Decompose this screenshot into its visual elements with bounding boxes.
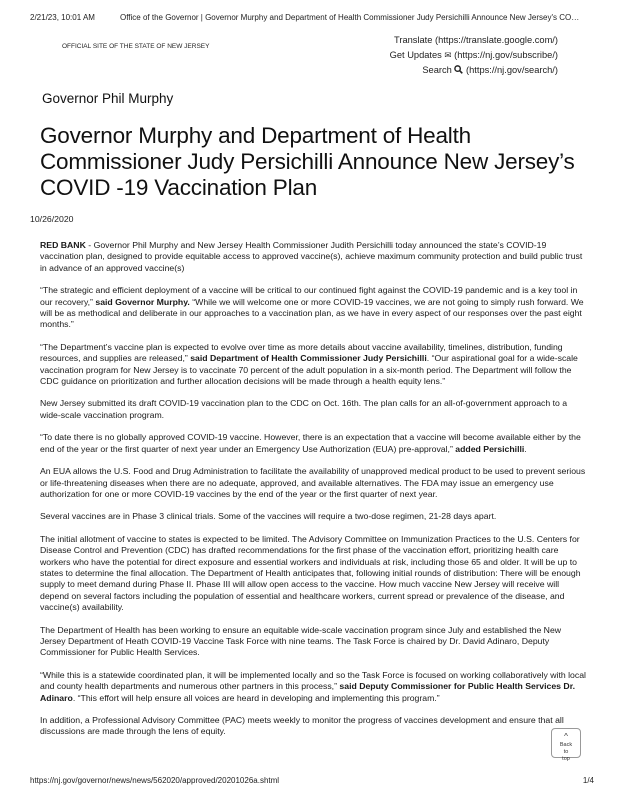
search-link[interactable] xyxy=(390,63,558,78)
paragraph: An EUA allows the U.S. Food and Drug Administration to facilitate the availability of unapproved medical product to be used to prevent serious or life-threatening diseases when there are no adequate, approved, and available alternatives. The FDA may issue an emergency use authorization for one or more COVID-19 vaccines by the end of the year or the first quarter of next year. xyxy=(40,466,586,499)
envelope-icon: ✉ xyxy=(444,50,452,60)
paragraph: “To date there is no globally approved COVID-19 vaccine. However, there is an expectation that a vaccine will become available either by the end of the year or the first quarter of next year under an Emergency Use Authorization (EUA) pre-approval,” added Persichilli. xyxy=(40,432,581,454)
print-datetime: 2/21/23, 10:01 AM xyxy=(30,13,95,22)
paragraph: In addition, a Professional Advisory Committee (PAC) meets weekly to monitor the progress of vaccines development and ensure that all discussions are made through the lens of equity. xyxy=(40,715,564,737)
back-to-top-button[interactable]: ^ Back to top xyxy=(551,728,581,758)
print-page-title: Office of the Governor | Governor Murphy and Department of Health Commissioner Judy Persichilli Announce New Jersey's CO… xyxy=(120,13,580,22)
dateline: RED BANK xyxy=(40,240,86,250)
paragraph: Several vaccines are in Phase 3 clinical trials. Some of the vaccines will require a two-dose regimen, 21-28 days apart. xyxy=(40,511,497,522)
official-site-label: OFFICIAL SITE OF THE STATE OF NEW JERSEY xyxy=(62,43,210,50)
article-title: Governor Murphy and Department of Health Commissioner Judy Persichilli Announce New Jersey’s COVID -19 Vaccination Plan xyxy=(40,123,575,200)
get-updates-link[interactable] xyxy=(390,48,558,63)
page-number: 1/4 xyxy=(582,776,594,785)
paragraph: “The strategic and efficient deployment of a vaccine will be critical to our continued fight against the COVID-19 pandemic and is a key tool in our recovery,” said Governor Murphy. “While we will welcome one or more COVID-19 vaccines, we are not going to simply rush forward. We will be as methodical and deliberate in our approaches to a vaccination plan, as we have in every aspect of our responses over the past eight months.” xyxy=(40,285,584,330)
paragraph: The Department of Health has been working to ensure an equitable wide-scale vaccination program since July and established the New Jersey Department of Heath COVID-19 Vaccine Task Force with nine teams. The Task Force is chaired by Dr. David Adinaro, Deputy Commissioner for Public Health Services. xyxy=(40,624,562,658)
utility-nav xyxy=(390,33,558,78)
article-body xyxy=(40,240,588,749)
search-icon xyxy=(454,65,463,74)
paragraph: RED BANK - Governor Phil Murphy and New Jersey Health Commissioner Judith Persichilli today announced the state’s COVID-19 vaccination plan, designed to provide equitable access to approved vaccine(s), achieve maximum community protection and build public trust in advance of an approved vaccine(s) xyxy=(40,240,583,273)
article-date: 10/26/2020 xyxy=(30,214,74,224)
print-footer xyxy=(30,776,594,785)
arrow-up-icon: ^ xyxy=(564,732,568,741)
paragraph: The initial allotment of vaccine to states is expected to be limited. The Advisory Committee on Immunization Practices to the U.S. Centers for Disease Control and Prevention (CDC) has drafted recommendations for the first phase of the vaccination effort, prioritizing health care workers who have the potential for direct exposure and essential workers and individuals at risk, including those 65 and older. It will be up to states to determine the final allocation. The Department of Health anticipates that, following initial rounds of distribution: There will be enough supply to meet demand during Phase II. Phase III will allow open access to the vaccine. How much vaccine New Jersey will receive will depend on several factors including the population of essential and healthcare workers, current spread or prevalence of the disease, and vaccine(s) availability. xyxy=(40,533,581,613)
translate-link[interactable]: Translate (https://translate.google.com/) xyxy=(394,35,558,45)
get-updates-url: (https://nj.gov/subscribe/) xyxy=(454,50,558,60)
search-url: (https://nj.gov/search/) xyxy=(466,65,558,75)
paragraph: “While this is a statewide coordinated plan, it will be implemented locally and so the Task Force is focused on working collaboratively with local and county health departments and numerous other partners in this process,” said Deputy Commissioner for Public Health Services Dr. Adinaro. “This effort will help ensure all voices are heard in developing and implementing this program.” xyxy=(40,669,586,703)
paragraph: New Jersey submitted its draft COVID-19 vaccination plan to the CDC on Oct. 16th. The plan calls for an all-of-government approach to a wide-scale vaccination program. xyxy=(40,398,568,420)
site-brand[interactable]: Governor Phil Murphy xyxy=(42,91,174,106)
print-url: https://nj.gov/governor/news/news/562020/approved/20201026a.shtml xyxy=(30,776,280,785)
search-label: Search xyxy=(422,65,452,75)
get-updates-label: Get Updates xyxy=(389,50,442,60)
paragraph: “The Department’s vaccine plan is expected to evolve over time as more details about vaccine availability, timelines, distribution, funding resources, and supplies are released,” said Department of Health Commissioner Judy Persichilli. “Our aspirational goal for a wide-scale vaccination program for New Jersey is to vaccinate 70 percent of the adult population in a six-month period. The Department will follow the CDC guidance on prioritization and further allocation decisions will be made through a health equity lens.” xyxy=(40,341,578,387)
